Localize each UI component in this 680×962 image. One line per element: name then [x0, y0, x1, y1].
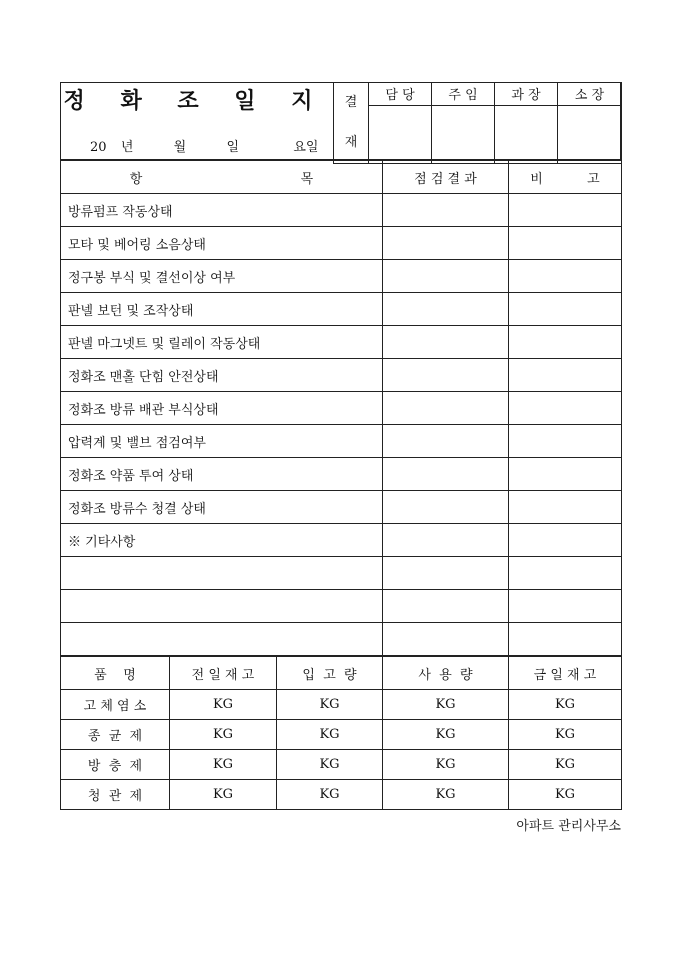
approval-col-director: 소 장 [558, 83, 622, 106]
approval-side-top: 결 [344, 95, 358, 110]
inv-unit[interactable]: KG [170, 720, 277, 750]
table-row [61, 260, 622, 293]
remark-cell[interactable] [509, 392, 622, 425]
page-title: 정 화 조 일 지 [63, 88, 327, 114]
table-row [61, 227, 622, 260]
inv-unit[interactable]: KG [509, 780, 622, 810]
item-label: 정화조 맨홀 단힘 안전상태 [61, 359, 383, 392]
inv-unit[interactable]: KG [277, 690, 383, 720]
remark-cell[interactable] [509, 425, 622, 458]
inv-unit[interactable]: KG [170, 780, 277, 810]
inv-unit[interactable]: KG [383, 690, 509, 720]
inv-item-name: 고 체 염 소 [61, 690, 170, 720]
approval-col-staff: 담 당 [369, 83, 432, 106]
table-row [61, 590, 622, 623]
inv-item-name: 방 충 제 [61, 750, 170, 780]
remark-cell[interactable] [509, 260, 622, 293]
inv-header-name: 품 명 [61, 657, 170, 690]
remark-cell[interactable] [509, 458, 622, 491]
item-label: 정구봉 부식 및 결선이상 여부 [61, 260, 383, 293]
inventory-header-row [61, 657, 622, 690]
month-label: 월 [173, 140, 187, 155]
approval-col-manager: 과 장 [495, 83, 558, 106]
header-item-right: 목 [300, 171, 314, 187]
result-cell[interactable] [383, 458, 509, 491]
result-cell[interactable] [383, 425, 509, 458]
inv-unit[interactable]: KG [383, 750, 509, 780]
inventory-row [61, 750, 622, 780]
approval-col-chief: 주 임 [432, 83, 495, 106]
result-cell[interactable] [383, 392, 509, 425]
inv-unit[interactable]: KG [170, 750, 277, 780]
table-row [61, 293, 622, 326]
inv-header-used: 사 용 량 [383, 657, 509, 690]
inv-unit[interactable]: KG [170, 690, 277, 720]
inv-item-name: 청 관 제 [61, 780, 170, 810]
header-remark-right: 고 [587, 171, 600, 187]
table-row [61, 392, 622, 425]
header-item-left: 항 [129, 171, 143, 187]
result-cell[interactable] [383, 293, 509, 326]
remark-cell[interactable] [509, 524, 622, 557]
inventory-table [60, 656, 622, 810]
check-table [60, 160, 622, 656]
result-cell[interactable] [383, 491, 509, 524]
result-cell[interactable] [383, 590, 509, 623]
item-label: 정화조 방류수 청결 상태 [61, 491, 383, 524]
blank-item-cell[interactable] [61, 557, 383, 590]
remark-cell[interactable] [509, 227, 622, 260]
inv-unit[interactable]: KG [509, 750, 622, 780]
office-footer: 아파트 관리사무소 [516, 819, 621, 834]
weekday-label: 요일 [293, 140, 319, 155]
header-remark [509, 161, 622, 194]
table-row [61, 491, 622, 524]
year-label: 년 [120, 140, 134, 155]
inv-unit[interactable]: KG [383, 780, 509, 810]
blank-item-cell[interactable] [61, 623, 383, 656]
item-label: 모타 및 베어링 소음상태 [61, 227, 383, 260]
remark-cell[interactable] [509, 590, 622, 623]
inventory-row [61, 720, 622, 750]
inv-header-prev-stock: 전 일 재 고 [170, 657, 277, 690]
item-label: 정화조 약품 투여 상태 [61, 458, 383, 491]
result-cell[interactable] [383, 524, 509, 557]
inv-unit[interactable]: KG [277, 780, 383, 810]
header-item [61, 161, 383, 194]
remark-cell[interactable] [509, 359, 622, 392]
result-cell[interactable] [383, 260, 509, 293]
table-row [61, 524, 622, 557]
inv-item-name: 종 균 제 [61, 720, 170, 750]
day-label: 일 [226, 140, 240, 155]
result-cell[interactable] [383, 359, 509, 392]
result-cell[interactable] [383, 623, 509, 656]
inv-header-today-stock: 금 일 재 고 [509, 657, 622, 690]
table-row [61, 557, 622, 590]
inv-unit[interactable]: KG [383, 720, 509, 750]
approval-sign-staff[interactable] [369, 105, 432, 163]
approval-table [333, 82, 622, 164]
blank-item-cell[interactable] [61, 590, 383, 623]
approval-sign-manager[interactable] [495, 105, 558, 163]
remark-cell[interactable] [509, 557, 622, 590]
result-cell[interactable] [383, 326, 509, 359]
inv-header-received: 입 고 량 [277, 657, 383, 690]
approval-sign-director[interactable] [558, 105, 622, 163]
date-line [90, 136, 320, 155]
item-label: 판넬 보턴 및 조작상태 [61, 293, 383, 326]
item-label: ※ 기타사항 [61, 524, 383, 557]
inv-unit[interactable]: KG [277, 720, 383, 750]
item-label: 판넬 마그넷트 및 릴레이 작동상태 [61, 326, 383, 359]
inv-unit[interactable]: KG [509, 690, 622, 720]
result-cell[interactable] [383, 227, 509, 260]
header-remark-left: 비 [530, 171, 543, 187]
table-row [61, 425, 622, 458]
item-label: 정화조 방류 배관 부식상태 [61, 392, 383, 425]
result-cell[interactable] [383, 557, 509, 590]
table-row [61, 623, 622, 656]
approval-side-label [334, 83, 369, 164]
inventory-row [61, 690, 622, 720]
approval-side-bottom: 재 [344, 135, 358, 150]
table-row [61, 359, 622, 392]
table-row [61, 326, 622, 359]
remark-cell[interactable] [509, 491, 622, 524]
table-row [61, 458, 622, 491]
item-label: 방류펌프 작동상태 [61, 194, 383, 227]
remark-cell[interactable] [509, 293, 622, 326]
inv-unit[interactable]: KG [509, 720, 622, 750]
year-prefix: 20 [90, 140, 107, 155]
inventory-row [61, 780, 622, 810]
header-result: 점 검 결 과 [383, 161, 509, 194]
remark-cell[interactable] [509, 194, 622, 227]
approval-sign-chief[interactable] [432, 105, 495, 163]
inv-unit[interactable]: KG [277, 750, 383, 780]
table-row [61, 194, 622, 227]
remark-cell[interactable] [509, 623, 622, 656]
item-label: 압력계 및 밸브 점검여부 [61, 425, 383, 458]
remark-cell[interactable] [509, 326, 622, 359]
result-cell[interactable] [383, 194, 509, 227]
